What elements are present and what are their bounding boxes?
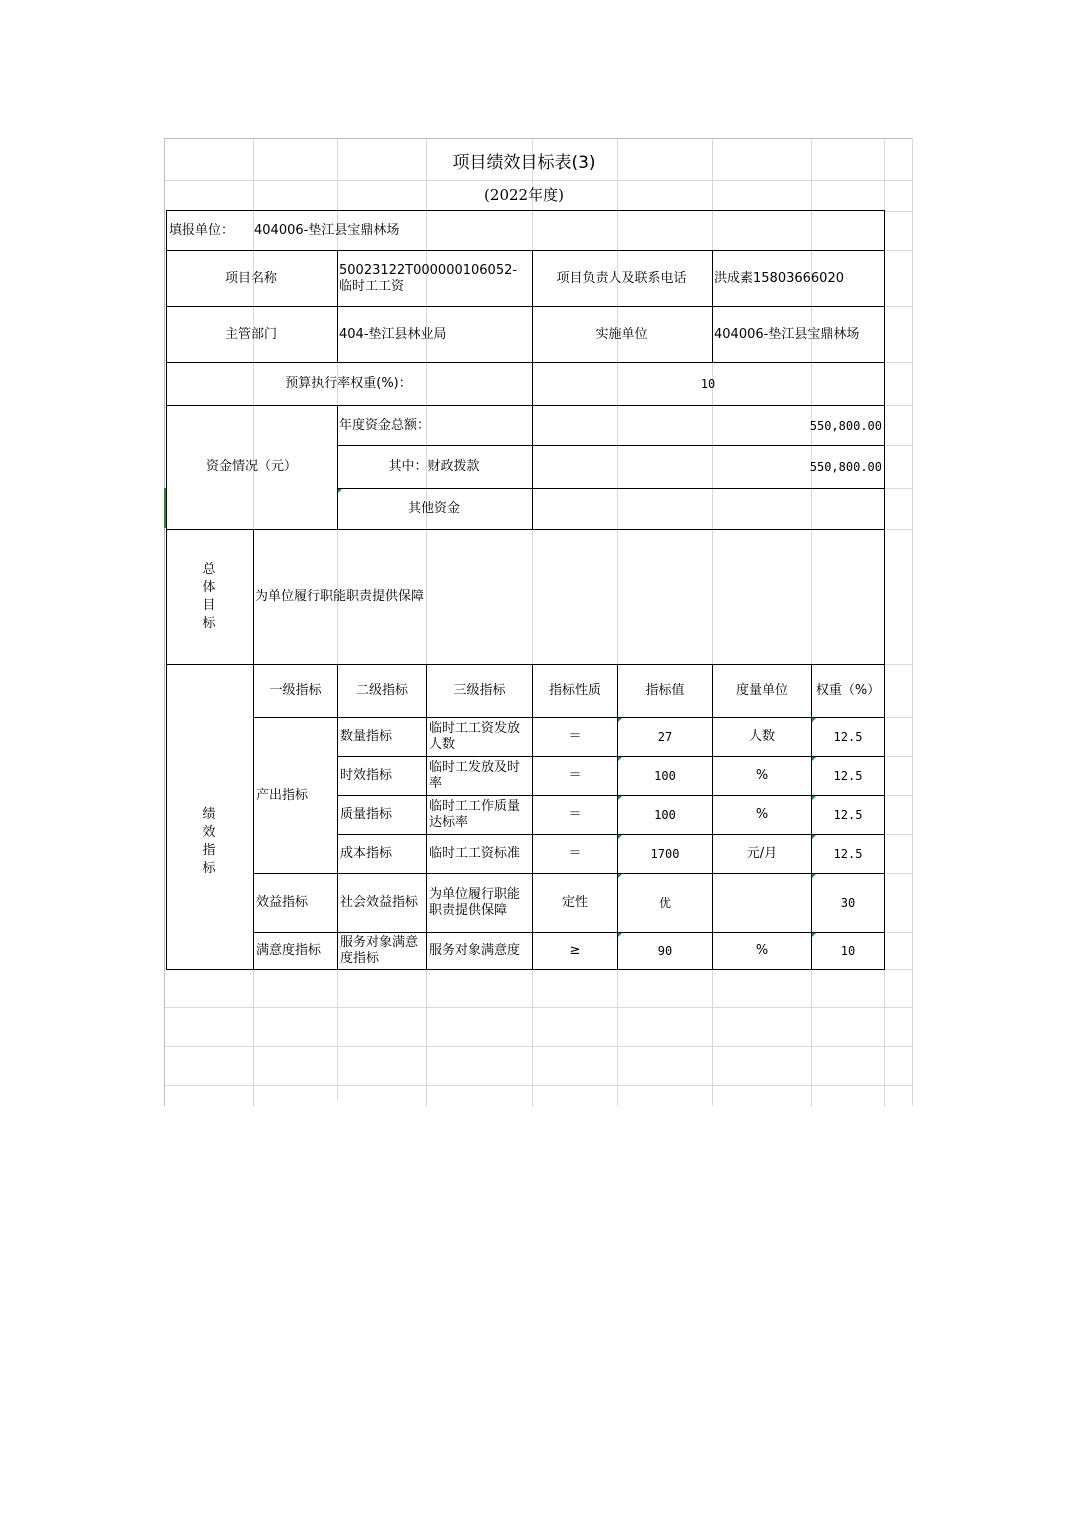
cell-marker [618, 835, 622, 839]
header-weight: 权重（%） [815, 683, 881, 698]
level3-indicator: 为单位履行职能职责提供保障 [429, 887, 521, 918]
department-label: 主管部门 [224, 326, 277, 342]
indicator-unit: % [755, 807, 769, 822]
indicator-weight: 12.5 [833, 808, 863, 822]
level2-indicator: 质量指标 [340, 807, 393, 822]
executor-value: 404006-垫江县宝鼎林场 [714, 326, 860, 342]
cell-marker [618, 933, 622, 937]
grid-row-line [884, 756, 912, 757]
indicator-nature: 定性 [561, 895, 588, 910]
funds-total-label: 年度资金总额： [339, 417, 431, 433]
cell-marker [338, 489, 342, 493]
sheet-top-edge [164, 138, 912, 139]
header-nature: 指标性质 [548, 683, 601, 698]
indicator-value: 100 [654, 808, 676, 822]
funds-label: 资金情况（元） [206, 459, 298, 474]
cell-marker [618, 796, 622, 800]
indicator-value: 优 [658, 896, 671, 910]
level3-indicator: 临时工工作质量达标率 [429, 799, 521, 830]
level3-indicator: 服务对象满意度 [429, 943, 521, 958]
cell-marker [618, 718, 622, 722]
funds-total-value: 550,800.00 [809, 418, 882, 433]
sheet-left-edge [164, 138, 165, 1106]
grid-row-line [884, 834, 912, 835]
indicator-weight: 12.5 [833, 847, 863, 861]
grid-row-line [884, 445, 912, 446]
header-level1: 一级指标 [269, 683, 322, 698]
funds-fiscal-label: 其中：财政拨款 [388, 459, 480, 474]
indicator-unit: 元/月 [746, 846, 778, 861]
cell-marker [812, 796, 816, 800]
grid-row-line [164, 1007, 912, 1008]
performance-sheet [164, 138, 912, 1106]
grid-row-line [884, 932, 912, 933]
executor-label: 实施单位 [595, 326, 648, 342]
grid-row-line [884, 664, 912, 665]
grid-row-line [884, 717, 912, 718]
indicator-value: 90 [657, 944, 673, 958]
level3-indicator: 临时工工资标准 [429, 846, 521, 861]
cell-marker [812, 835, 816, 839]
indicator-value: 27 [657, 730, 673, 744]
indicator-unit: % [755, 768, 769, 783]
indicator-unit: % [755, 943, 769, 958]
level1-indicator: 效益指标 [256, 895, 309, 910]
level3-indicator: 临时工发放及时率 [429, 760, 521, 791]
indicator-nature: ＝ [568, 729, 582, 744]
grid-row-line [884, 529, 912, 530]
grid-row-line [884, 362, 912, 363]
indicator-weight: 10 [840, 944, 856, 958]
cell-marker [812, 933, 816, 937]
border-line [884, 210, 885, 970]
indicator-value: 100 [654, 769, 676, 783]
budget-weight-label: 预算执行率权重(%)： [285, 376, 412, 391]
department-value: 404-垫江县林业局 [339, 326, 447, 342]
contact-label: 项目负责人及联系电话 [556, 270, 687, 286]
indicator-nature: ＝ [568, 768, 582, 783]
project-name-value: 50023122T000000106052-临时工工资 [339, 262, 518, 294]
page-subtitle: (2022年度) [484, 186, 564, 204]
grid-row-line [164, 1046, 912, 1047]
level2-indicator: 服务对象满意度指标 [340, 935, 419, 966]
perf-label: 绩效指标 [202, 806, 216, 876]
page-title: 项目绩效目标表(3) [452, 153, 596, 173]
level3-indicator: 临时工工资发放人数 [429, 721, 521, 752]
indicator-weight: 12.5 [833, 730, 863, 744]
budget-weight-value: 10 [700, 377, 716, 391]
project-name-label: 项目名称 [224, 270, 277, 286]
indicator-weight: 30 [840, 896, 856, 910]
indicator-weight: 12.5 [833, 769, 863, 783]
grid-row-line [884, 795, 912, 796]
indicator-nature: ＝ [568, 846, 582, 861]
fill-unit-value: 404006-垫江县宝鼎林场 [254, 222, 400, 238]
level2-indicator: 成本指标 [340, 846, 393, 861]
grid-row-line [164, 1085, 912, 1086]
grid-gap [337, 1100, 402, 1106]
indicator-nature: ＝ [568, 807, 582, 822]
grid-row-line [884, 969, 912, 970]
indicator-unit [713, 874, 811, 932]
funds-other-value [532, 489, 884, 528]
indicator-unit: 人数 [748, 729, 775, 744]
header-unit: 度量单位 [735, 683, 788, 698]
grid-row-line [884, 405, 912, 406]
indicator-value: 1700 [650, 847, 680, 861]
header-level2: 二级指标 [355, 683, 408, 698]
header-level3: 三级指标 [453, 683, 506, 698]
overall-goal-value: 为单位履行职能职责提供保障 [255, 588, 425, 604]
level1-indicator: 产出指标 [256, 787, 309, 803]
cell-marker [812, 874, 816, 878]
level2-indicator: 数量指标 [340, 729, 393, 744]
grid-row-line [884, 250, 912, 251]
level2-indicator: 社会效益指标 [340, 895, 419, 910]
fill-unit-label: 填报单位： [169, 222, 235, 238]
grid-row-line [884, 306, 912, 307]
grid-row-line [884, 873, 912, 874]
cell-marker [618, 874, 622, 878]
indicator-nature: ≥ [569, 943, 581, 958]
cell-marker [812, 718, 816, 722]
overall-goal-label: 总体目标 [202, 561, 216, 631]
contact-value: 洪成素15803666020 [714, 270, 844, 286]
level2-indicator: 时效指标 [340, 768, 393, 783]
header-value: 指标值 [645, 683, 685, 698]
grid-row-line [884, 488, 912, 489]
border-line [166, 969, 885, 970]
funds-fiscal-value: 550,800.00 [809, 460, 882, 474]
level1-indicator: 满意度指标 [256, 943, 322, 958]
cell-marker [812, 757, 816, 761]
cell-marker [618, 757, 622, 761]
grid-col-line [912, 138, 913, 1106]
funds-other-label: 其他资金 [407, 500, 460, 516]
grid-row-line [884, 211, 912, 212]
